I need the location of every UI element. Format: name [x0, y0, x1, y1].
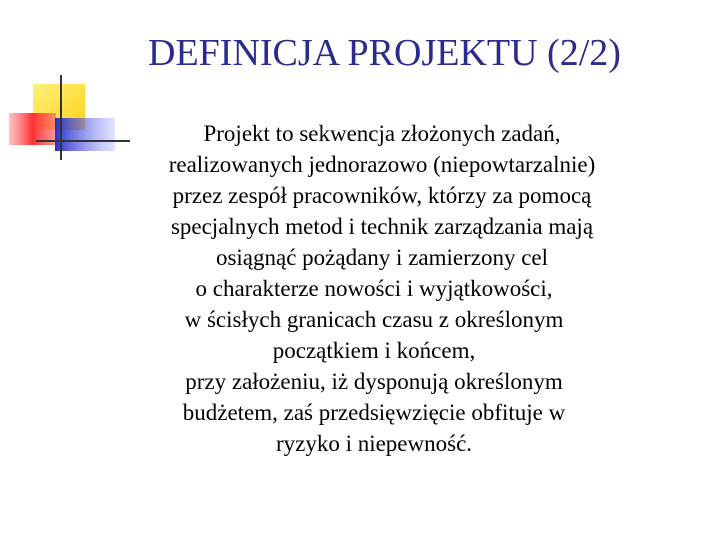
text-line: przez zespół pracowników, którzy za pomocą [172, 183, 592, 208]
slide-body [60, 118, 688, 459]
text-line: przy założeniu, iż dysponują określonym [185, 369, 563, 394]
text-line: w ścisłych granicach czasu z określonym [184, 307, 564, 332]
text-line: o charakterze nowości i wyjątkowości, [195, 276, 553, 301]
paragraph-definition [76, 118, 688, 273]
text-line: specjalnych metod i technik zarządzania mają [170, 214, 594, 239]
text-line: początkiem i końcem, [272, 338, 476, 363]
text-line: Projekt to sekwencja złożonych zadań, [203, 121, 561, 146]
text-line: realizowanych jednorazowo (niepowtarzalnie) [168, 152, 596, 177]
paragraph-novelty [60, 273, 688, 304]
text-line: budżetem, zaś przedsięwzięcie obfituje w [182, 400, 566, 425]
text-line: ryzyko i niepewność. [275, 431, 473, 456]
text-line: osiągnąć pożądany i zamierzony cel [215, 245, 549, 270]
slide-title: DEFINICJA PROJEKTU (2/2) [148, 32, 621, 74]
paragraph-time-limits [60, 304, 688, 366]
paragraph-budget-risk [60, 366, 688, 459]
